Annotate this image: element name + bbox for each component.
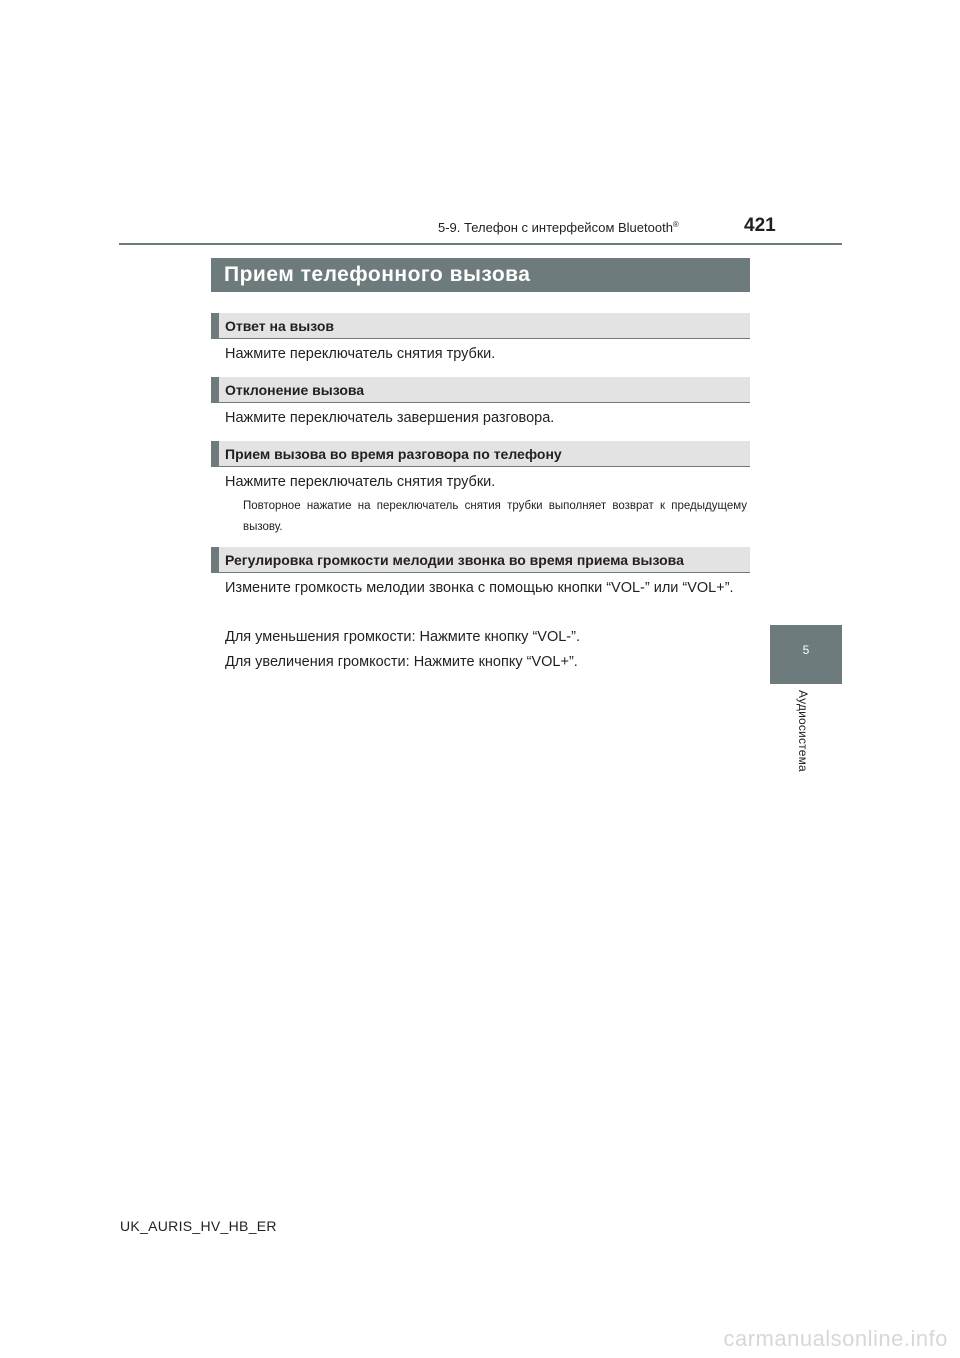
section-heading-reject: Отклонение вызова: [211, 377, 750, 403]
page-number: 421: [744, 215, 776, 236]
watermark: carmanualsonline.info: [723, 1326, 948, 1351]
section-text-answer: Нажмите переключатель снятия трубки.: [225, 346, 496, 362]
section-text-call-waiting: Нажмите переключатель снятия трубки.: [225, 474, 496, 490]
registered-mark: ®: [672, 220, 679, 229]
section-text-reject: Нажмите переключатель завершения разговора.: [225, 410, 555, 426]
section-heading-call-waiting: Прием вызова во время разговора по телефону: [211, 441, 750, 467]
section-text-ringtone-volume: Измените громкость мелодии звонка с помощью кнопки “VOL-” или “VOL+”.: [225, 580, 734, 596]
footer-code: UK_AURIS_HV_HB_ER: [120, 1218, 277, 1234]
header-divider: [119, 243, 842, 245]
section-text-volume-up: Для увеличения громкости: Нажмите кнопку “VOL+”.: [225, 654, 578, 670]
section-heading-ringtone-volume: Регулировка громкости мелодии звонка во время приема вызова: [211, 547, 750, 573]
chapter-label: Аудиосистема: [796, 690, 810, 772]
section-note-call-waiting: Повторное нажатие на переключатель снятия трубки выполняет возврат к предыдущему вызову.: [243, 500, 747, 533]
section-text-volume-down: Для уменьшения громкости: Нажмите кнопку “VOL-”.: [225, 629, 580, 645]
chapter-number: 5: [802, 643, 810, 657]
section-heading-answer: Ответ на вызов: [211, 313, 750, 339]
chapter-tab: [770, 625, 842, 684]
main-title: Прием телефонного вызова: [211, 258, 750, 292]
section-title: 5-9. Телефон с интерфейсом Bluetooth®: [438, 220, 679, 235]
